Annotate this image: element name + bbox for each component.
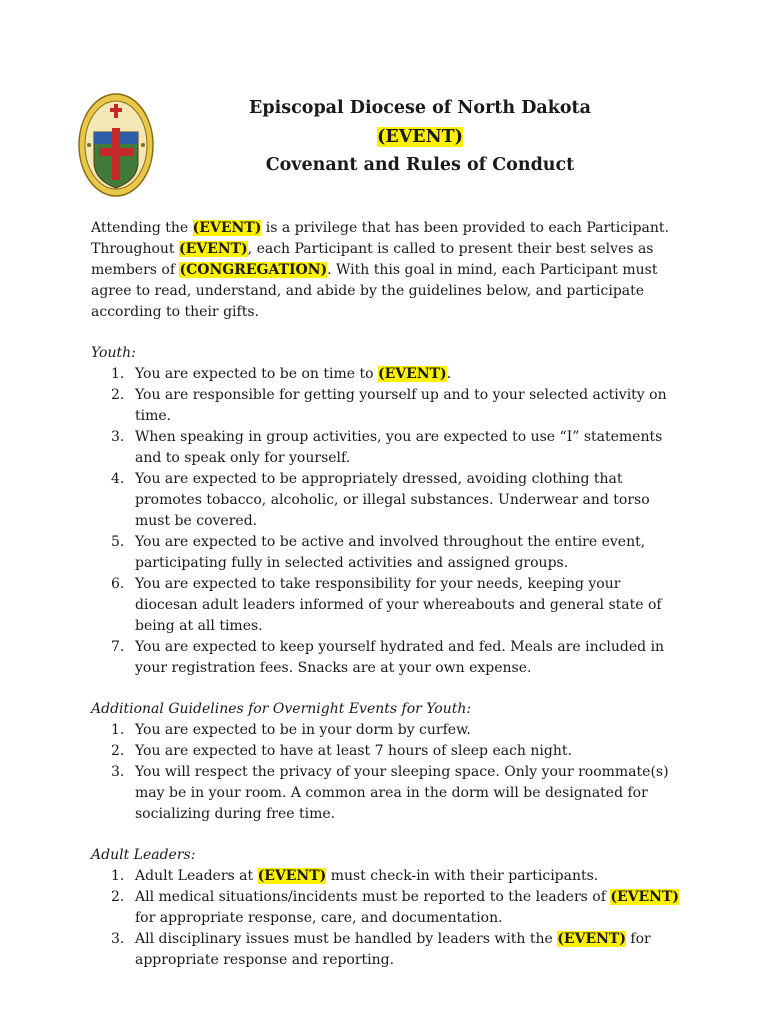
text-run: All disciplinary issues must be handled by leaders with the [135, 931, 558, 947]
text-run: You are expected to keep yourself hydrated and fed. Meals are included in your registration fees. Snacks are at your own expense. [135, 639, 665, 676]
text-run: is a privilege that has been provided to each Participant. Throughout [91, 220, 669, 257]
rule-number: 5. [111, 534, 125, 550]
event-placeholder: (EVENT) [179, 241, 248, 257]
rule-list [91, 720, 681, 825]
rule-number: 1. [111, 868, 125, 884]
rule-item [91, 637, 681, 679]
event-placeholder: (CONGREGATION) [179, 262, 328, 278]
text-run: Adult Leaders at [135, 868, 258, 884]
text-run: You are expected to take responsibility for your needs, keeping your diocesan adult leaders informed of your whereabouts and general state of being at all times. [135, 576, 662, 634]
document-header [150, 94, 690, 180]
section-title: Adult Leaders: [91, 847, 196, 863]
text-run: You are responsible for getting yourself up and to your selected activity on time. [135, 387, 667, 424]
event-placeholder: (EVENT) [257, 868, 327, 884]
text-run: must check-in with their participants. [326, 868, 599, 884]
text-run: When speaking in group activities, you are expected to use “I” statements and to speak only for yourself. [135, 429, 663, 466]
rule-item [91, 427, 681, 469]
rule-item [91, 364, 681, 385]
diocese-seal-icon [77, 92, 155, 198]
rule-number: 4. [111, 471, 125, 487]
rule-item [91, 385, 681, 427]
text-run: . With this goal in mind, each Participant must agree to read, understand, and abide by the guidelines below, and participate according to their gifts. [91, 262, 658, 320]
intro-paragraph [91, 218, 681, 323]
rule-number: 2. [111, 743, 125, 759]
rule-item [91, 741, 681, 762]
text-run: You are expected to be appropriately dressed, avoiding clothing that promotes tobacco, alcoholic, or illegal substances. Underwear and torso must be covered. [135, 471, 650, 529]
rule-item [91, 887, 681, 929]
rule-list [91, 364, 681, 679]
rule-item [91, 866, 681, 887]
text-run: You are expected to be in your dorm by curfew. [135, 722, 471, 738]
event-placeholder: (EVENT) [610, 889, 680, 905]
rule-number: 3. [111, 931, 125, 947]
text-run: Attending the [91, 220, 193, 236]
document-body [91, 218, 681, 971]
text-run: You will respect the privacy of your sleeping space. Only your roommate(s) may be in your room. A common area in the dorm will be designated for socializing during free time. [135, 764, 669, 822]
rule-number: 1. [111, 722, 125, 738]
section-title: Youth: [91, 345, 136, 361]
text-run: , each Participant is called to present their best selves as members of [91, 241, 654, 278]
text-run: You are expected to be active and involved throughout the entire event, participating fully in selected activities and assigned groups. [135, 534, 646, 571]
rule-item [91, 762, 681, 825]
section-title: Additional Guidelines for Overnight Events for Youth: [91, 701, 472, 717]
text-run: for appropriate response, care, and documentation. [135, 910, 503, 926]
title-diocese: Episcopal Diocese of North Dakota [249, 98, 591, 118]
rule-item [91, 720, 681, 741]
rule-list [91, 866, 681, 971]
text-run: for appropriate response and reporting. [135, 931, 651, 968]
title-event-placeholder: (EVENT) [377, 126, 463, 147]
rule-item [91, 574, 681, 637]
event-placeholder: (EVENT) [192, 220, 262, 236]
event-placeholder: (EVENT) [557, 931, 626, 947]
rule-number: 6. [111, 576, 125, 592]
title-covenant: Covenant and Rules of Conduct [265, 155, 575, 175]
rule-item [91, 929, 681, 971]
rule-number: 2. [111, 387, 125, 403]
event-placeholder: (EVENT) [378, 366, 447, 382]
rule-number: 2. [111, 889, 125, 905]
rule-number: 3. [111, 764, 125, 780]
rule-item [91, 469, 681, 532]
text-run: All medical situations/incidents must be reported to the leaders of [135, 889, 611, 905]
rule-number: 3. [111, 429, 125, 445]
sections [91, 343, 681, 971]
text-run: You are expected to be on time to [135, 366, 379, 382]
rule-item [91, 532, 681, 574]
rule-number: 1. [111, 366, 125, 382]
rule-number: 7. [111, 639, 125, 655]
text-run: You are expected to have at least 7 hours of sleep each night. [135, 743, 572, 759]
text-run: . [446, 366, 452, 382]
